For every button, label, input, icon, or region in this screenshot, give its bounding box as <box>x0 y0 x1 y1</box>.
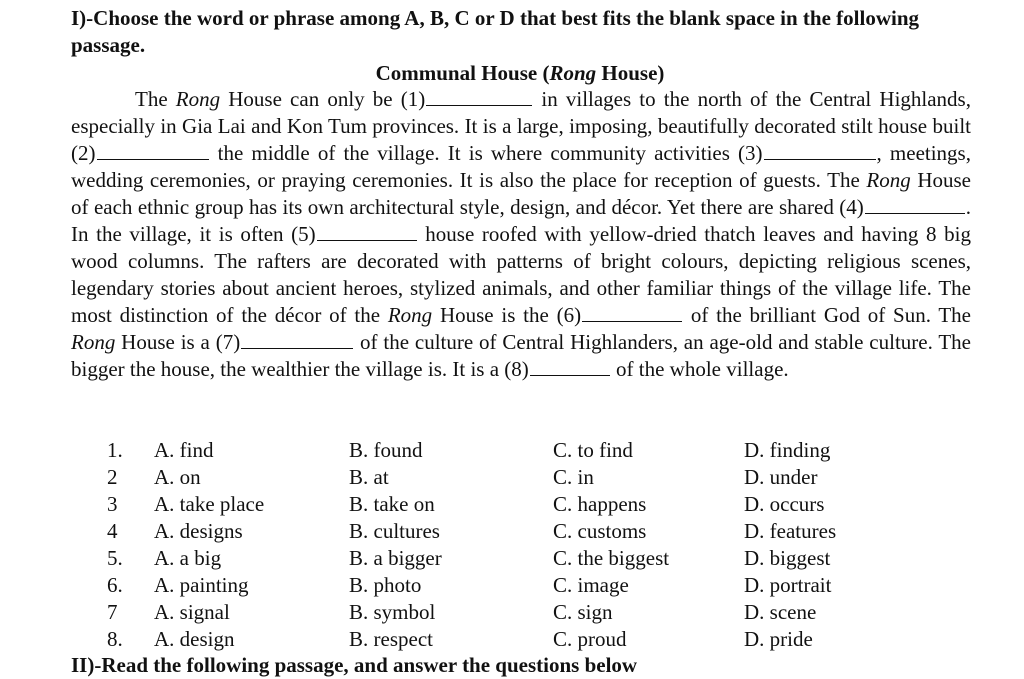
blank-1[interactable] <box>426 88 532 106</box>
question-row <box>0 545 1024 572</box>
question-row <box>0 491 1024 518</box>
passage-text: the middle of the village. It is where community activities (3) <box>209 141 763 165</box>
question-number: 5. <box>107 546 123 570</box>
option-d[interactable]: D. finding <box>744 438 831 462</box>
option-a[interactable]: A. a big <box>154 546 222 570</box>
passage-text: , meetings, wedding ceremonies, or praying ceremonies. It is also the place for reception of guests. The <box>71 141 971 192</box>
blank-6[interactable] <box>582 304 682 322</box>
italic-rong: Rong <box>387 303 433 327</box>
question-number: 6. <box>107 573 123 597</box>
section-2-instruction: II)-Read the following passage, and answer the questions below <box>71 653 638 677</box>
italic-rong: Rong <box>175 87 221 111</box>
title-part-1: Communal House ( <box>375 61 550 85</box>
option-c[interactable]: C. proud <box>553 627 627 651</box>
blank-8[interactable] <box>530 358 610 376</box>
option-a[interactable]: A. designs <box>154 519 243 543</box>
passage-body <box>71 86 971 383</box>
title-part-2: House) <box>596 61 665 85</box>
question-row <box>0 437 1024 464</box>
italic-rong: Rong <box>866 168 911 192</box>
option-a[interactable]: A. signal <box>154 600 230 624</box>
question-number: 7 <box>107 600 118 624</box>
option-c[interactable]: C. in <box>553 465 594 489</box>
option-b[interactable]: B. take on <box>349 492 435 516</box>
blank-4[interactable] <box>865 196 965 214</box>
question-number: 2 <box>107 465 118 489</box>
passage-text: of the brilliant God of Sun. The <box>683 303 971 327</box>
option-a[interactable]: A. on <box>154 465 201 489</box>
blank-5[interactable] <box>317 223 417 241</box>
passage-text: of the culture of Central Highlanders, an age-old and stable culture. The bigger the house, the wealthier the village is. It is a (8) <box>71 330 971 381</box>
option-a[interactable]: A. take place <box>154 492 265 516</box>
option-d[interactable]: D. pride <box>744 627 813 651</box>
passage-title <box>0 60 1024 87</box>
option-d[interactable]: D. occurs <box>744 492 825 516</box>
question-number: 3 <box>107 492 118 516</box>
option-a[interactable]: A. find <box>154 438 214 462</box>
option-c[interactable]: C. image <box>553 573 629 597</box>
blank-3[interactable] <box>764 142 876 160</box>
option-b[interactable]: B. found <box>349 438 423 462</box>
option-d[interactable]: D. scene <box>744 600 817 624</box>
option-d[interactable]: D. biggest <box>744 546 831 570</box>
question-number: 8. <box>107 627 123 651</box>
option-b[interactable]: B. cultures <box>349 519 440 543</box>
passage-text: House is the (6) <box>432 303 582 327</box>
question-row <box>0 518 1024 545</box>
option-d[interactable]: D. portrait <box>744 573 832 597</box>
passage-text: . In the village, it is often (5) <box>71 195 971 246</box>
option-d[interactable]: D. features <box>744 519 837 543</box>
option-b[interactable]: B. at <box>349 465 389 489</box>
option-b[interactable]: B. a bigger <box>349 546 442 570</box>
passage-text: The <box>135 87 176 111</box>
option-a[interactable]: A. painting <box>154 573 249 597</box>
option-b[interactable]: B. respect <box>349 627 433 651</box>
option-b[interactable]: B. photo <box>349 573 422 597</box>
question-number: 1. <box>107 438 123 462</box>
blank-2[interactable] <box>97 142 209 160</box>
option-c[interactable]: C. customs <box>553 519 647 543</box>
blank-7[interactable] <box>241 331 353 349</box>
option-c[interactable]: C. to find <box>553 438 633 462</box>
title-italic-word: Rong <box>549 61 597 85</box>
passage-text: of the whole village. <box>610 357 789 381</box>
question-row <box>0 572 1024 599</box>
passage-text: House of each ethnic group has its own architectural style, design, and décor. Yet there are shared (4) <box>71 168 971 219</box>
question-row <box>0 464 1024 491</box>
italic-rong: Rong <box>71 330 116 354</box>
question-row <box>0 626 1024 653</box>
passage-text: House can only be (1) <box>220 87 426 111</box>
section-1-instruction: I)-Choose the word or phrase among A, B, C or D that best fits the blank space in the following passage. <box>71 6 920 57</box>
option-d[interactable]: D. under <box>744 465 818 489</box>
option-a[interactable]: A. design <box>154 627 235 651</box>
option-b[interactable]: B. symbol <box>349 600 436 624</box>
passage-text: house roofed with yellow-dried thatch leaves and having 8 big wood columns. The rafters are decorated with patterns of bright colours, depicting religious scenes, legendary stories about ancient heroes, stylized animals, and other familiar things of the village life. The most distinction of the décor of the <box>71 222 971 327</box>
option-c[interactable]: C. sign <box>553 600 613 624</box>
option-c[interactable]: C. the biggest <box>553 546 670 570</box>
passage-text: in villages to the north of the Central Highlands, especially in Gia Lai and Kon Tum provinces. It is a large, imposing, beautifully decorated stilt house built (2) <box>71 87 971 165</box>
question-row <box>0 599 1024 626</box>
option-c[interactable]: C. happens <box>553 492 647 516</box>
question-number: 4 <box>107 519 118 543</box>
passage-text: House is a (7) <box>115 330 241 354</box>
